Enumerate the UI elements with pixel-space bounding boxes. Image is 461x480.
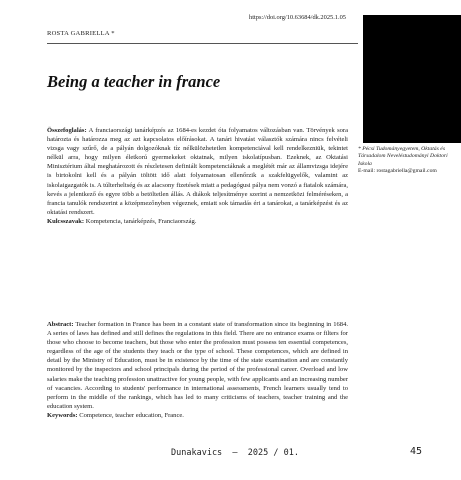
keywords-en <box>47 411 348 420</box>
keywords-hu-label: Kulcsszavak: <box>47 217 85 225</box>
footer-journal-info: Dunakavics – 2025 / 01. <box>171 448 299 458</box>
header-divider <box>47 43 358 44</box>
article-title: Being a teacher in france <box>47 72 221 91</box>
abstract-hu-label: Összefoglalás: <box>47 127 87 134</box>
decorative-black-block <box>363 15 461 143</box>
abstract-english <box>47 320 348 460</box>
abstract-hungarian <box>47 126 348 304</box>
keywords-hu-text: Kompetencia, tanárképzés, Franciaország. <box>85 217 197 225</box>
author-name: ROSTA GABRIELLA * <box>47 30 115 37</box>
keywords-hu <box>47 217 348 226</box>
doi-link[interactable]: https://doi.org/10.63684/dk.2025.1.05 <box>249 14 346 21</box>
abstract-hu-text: A franciaországi tanárképzés az 1684-es kezdet óta folyamatos változásban van. Törvények sora határozta és határozza meg az azt kapcsolatos előírásokat. A tanári hivatást választók számára nincs felvételi vizsga vagy szűrő, de a pályán dolgozóknak tíz nélkülözhetetlen kompetenciával kell rendelkezniük, tekintet nélkül arra, hogy milyen életkorú gyermekeket oktatnak, milyen iskolatípusban. Ezeknek, az Oktatási Minisztérium által meghatározott és részletesen definiált kompetenciáknak a meglétét már az államvizsga idejére is birtokolni kell és a pályán töltött idő alatt folyamatosan ellenőrzik a szakfelügyelők, valamint az iskolaigazgatók is. A túlterheltség és az alacsony fizetések miatt a pedagógusi pálya nem vonzó a fiatalok számára, kevés a jelentkező és egyre több a betöltetlen állás. A diákok teljesítménye szerint a nemzetközi felméréseken, a francia tanulók rendszerint a középmezőnyben végeznek, emiatt sok támadás éri a tanárokat, a tanárképzést és az oktatási rendszert. <box>47 127 348 216</box>
abstract-en-text: Teacher formation in France has been in a constant state of transformation since its beginning in 1684. A series of laws has defined and still defines the regulations in this field. There are no entrance exams or filters for those who choose to become teachers, but those who enter the profession must possess ten essential competences, regardless of the age of the students they teach or the type of school. These competences, which are defined in detail by the Ministry of Education, must be in existence by the time of the state examination and are constantly monitored by the inspectors and school principals during the period of the professional career. Overload and low salaries make the teaching profession unattractive for young people, with few applicants and an increasing number of vacancies. According to students' performance in international assessments, French learners usually tend to perform in the middle of the rankings, which has led to many criticisms of teachers, teacher training and the education system. <box>47 321 348 410</box>
affiliation-email[interactable]: E-mail: rostagabriella@gmail.com <box>358 168 437 175</box>
author-affiliation <box>358 146 456 176</box>
keywords-en-text: Competence, teacher education, France. <box>79 411 184 419</box>
keywords-en-label: Keywords: <box>47 411 78 419</box>
abstract-en-label: Abstract: <box>47 321 74 328</box>
affiliation-institution: * Pécsi Tudományegyetem, Oktatás és Társadalom Neveléstudományi Doktori Iskola <box>358 146 448 167</box>
page-number: 45 <box>410 446 423 457</box>
